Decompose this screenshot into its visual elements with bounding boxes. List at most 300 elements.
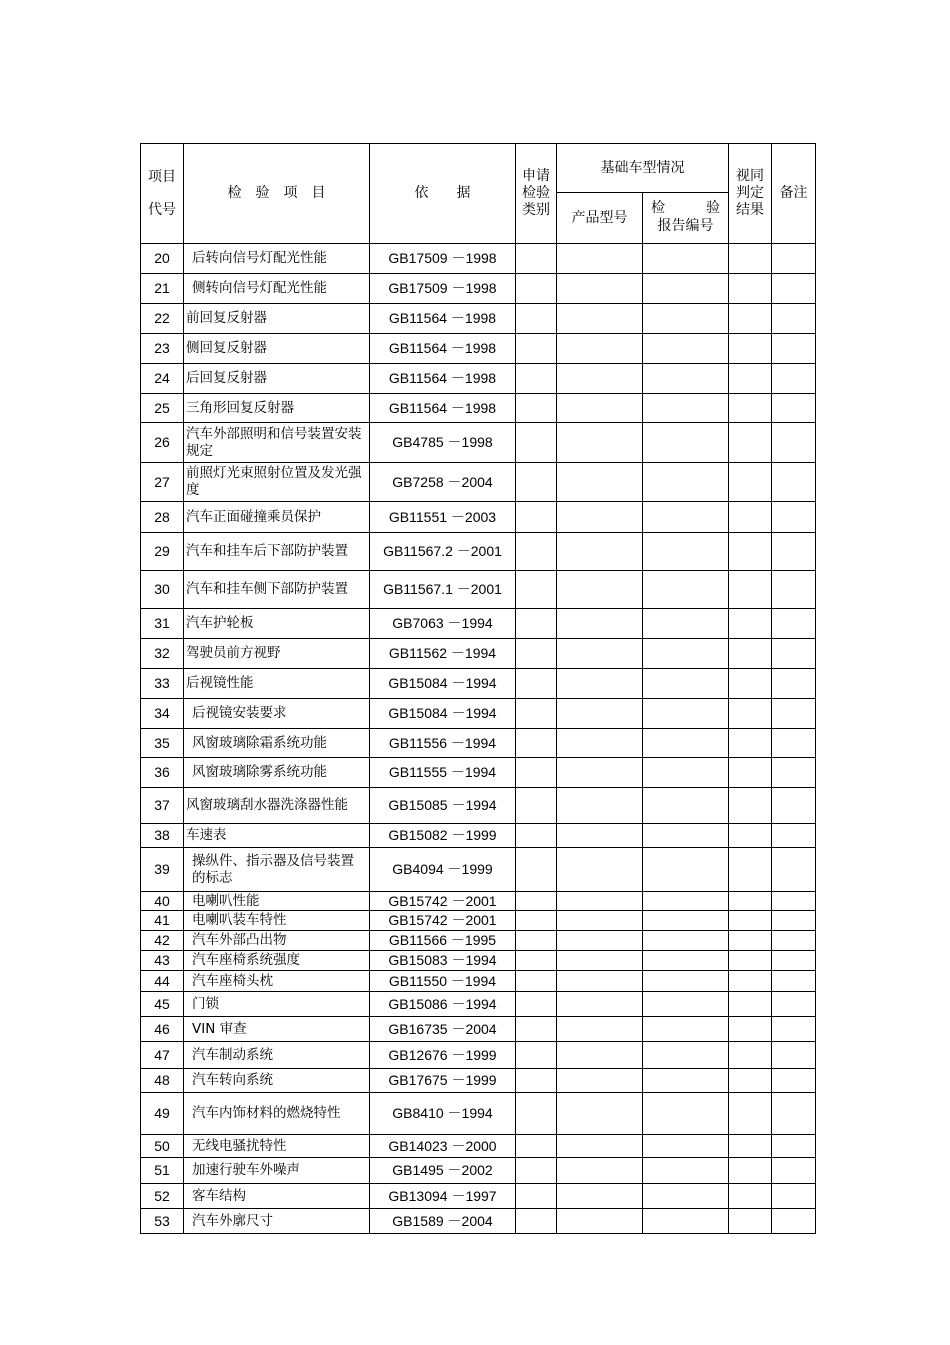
- table-row: [141, 824, 816, 848]
- row-remarks-cell: [772, 334, 816, 364]
- table-row: [141, 1184, 816, 1209]
- header-base-model: 基础车型情况: [557, 144, 729, 193]
- row-remarks-cell: [772, 992, 816, 1017]
- row-remarks-cell: [772, 571, 816, 609]
- row-report-number-cell: [643, 911, 729, 931]
- row-code: 37: [141, 788, 184, 824]
- row-category-cell: [516, 571, 557, 609]
- row-product-model-cell: [557, 571, 643, 609]
- row-code: 21: [141, 274, 184, 304]
- row-product-model-cell: [557, 699, 643, 729]
- row-basis: GB11551 －2003: [370, 502, 516, 533]
- table-row: [141, 334, 816, 364]
- table-row: [141, 1017, 816, 1042]
- row-remarks-cell: [772, 1042, 816, 1069]
- header-basis: 依 据: [370, 144, 516, 244]
- row-report-number-cell: [643, 931, 729, 951]
- row-product-model-cell: [557, 892, 643, 911]
- row-report-number-cell: [643, 848, 729, 892]
- row-judgement-cell: [729, 394, 772, 423]
- row-code: 20: [141, 244, 184, 274]
- row-remarks-cell: [772, 1135, 816, 1158]
- row-product-model-cell: [557, 1158, 643, 1184]
- row-basis: GB11566 －1995: [370, 931, 516, 951]
- row-judgement-cell: [729, 669, 772, 699]
- row-item: 前照灯光束照射位置及发光强度: [184, 463, 370, 502]
- row-code: 50: [141, 1135, 184, 1158]
- row-item: 后视镜安装要求: [184, 699, 370, 729]
- row-category-cell: [516, 1042, 557, 1069]
- row-code: 48: [141, 1069, 184, 1093]
- row-product-model-cell: [557, 1209, 643, 1234]
- header-remarks: 备注: [772, 144, 816, 244]
- row-item: 电喇叭性能: [184, 892, 370, 911]
- header-product-model: 产品型号: [557, 193, 643, 244]
- row-code: 26: [141, 423, 184, 463]
- row-category-cell: [516, 334, 557, 364]
- row-category-cell: [516, 1209, 557, 1234]
- row-judgement-cell: [729, 502, 772, 533]
- row-basis: GB11562 －1994: [370, 639, 516, 669]
- row-judgement-cell: [729, 639, 772, 669]
- row-product-model-cell: [557, 931, 643, 951]
- row-item: 汽车座椅头枕: [184, 971, 370, 992]
- row-category-cell: [516, 394, 557, 423]
- row-code: 35: [141, 729, 184, 758]
- row-code: 33: [141, 669, 184, 699]
- row-product-model-cell: [557, 1017, 643, 1042]
- table-row: [141, 758, 816, 788]
- row-remarks-cell: [772, 1017, 816, 1042]
- row-remarks-cell: [772, 394, 816, 423]
- row-item: 客车结构: [184, 1184, 370, 1209]
- row-report-number-cell: [643, 1135, 729, 1158]
- header-code-bottom: 代号: [148, 201, 176, 218]
- row-category-cell: [516, 788, 557, 824]
- row-category-cell: [516, 1158, 557, 1184]
- header-report-b: 验: [706, 200, 720, 216]
- row-item: 汽车正面碰撞乘员保护: [184, 502, 370, 533]
- row-category-cell: [516, 669, 557, 699]
- row-category-cell: [516, 274, 557, 304]
- table-row: [141, 244, 816, 274]
- row-product-model-cell: [557, 1042, 643, 1069]
- row-category-cell: [516, 911, 557, 931]
- row-item: 门锁: [184, 992, 370, 1017]
- row-category-cell: [516, 951, 557, 971]
- row-judgement-cell: [729, 1069, 772, 1093]
- table-row: [141, 274, 816, 304]
- row-item: 汽车转向系统: [184, 1069, 370, 1093]
- row-basis: GB16735 －2004: [370, 1017, 516, 1042]
- row-remarks-cell: [772, 911, 816, 931]
- row-item: 三角形回复反射器: [184, 394, 370, 423]
- row-basis: GB14023 －2000: [370, 1135, 516, 1158]
- row-category-cell: [516, 848, 557, 892]
- row-report-number-cell: [643, 533, 729, 571]
- row-report-number-cell: [643, 1069, 729, 1093]
- row-product-model-cell: [557, 533, 643, 571]
- row-item: 汽车外部凸出物: [184, 931, 370, 951]
- row-judgement-cell: [729, 274, 772, 304]
- row-remarks-cell: [772, 699, 816, 729]
- row-judgement-cell: [729, 1017, 772, 1042]
- row-report-number-cell: [643, 1093, 729, 1135]
- row-code: 40: [141, 892, 184, 911]
- row-product-model-cell: [557, 758, 643, 788]
- table-row: [141, 669, 816, 699]
- row-basis: GB4785 －1998: [370, 423, 516, 463]
- header-report-number: [643, 193, 729, 244]
- row-judgement-cell: [729, 699, 772, 729]
- row-product-model-cell: [557, 463, 643, 502]
- row-category-cell: [516, 639, 557, 669]
- table-row: [141, 788, 816, 824]
- row-product-model-cell: [557, 304, 643, 334]
- row-basis: GB11564 －1998: [370, 334, 516, 364]
- row-judgement-cell: [729, 364, 772, 394]
- row-code: 25: [141, 394, 184, 423]
- row-product-model-cell: [557, 788, 643, 824]
- row-product-model-cell: [557, 1093, 643, 1135]
- row-report-number-cell: [643, 992, 729, 1017]
- table-row: [141, 394, 816, 423]
- row-basis: GB15085 －1994: [370, 788, 516, 824]
- row-judgement-cell: [729, 951, 772, 971]
- table-row: [141, 931, 816, 951]
- row-remarks-cell: [772, 892, 816, 911]
- row-judgement-cell: [729, 423, 772, 463]
- table-row: [141, 971, 816, 992]
- row-category-cell: [516, 1069, 557, 1093]
- row-code: 24: [141, 364, 184, 394]
- table-row: [141, 571, 816, 609]
- row-product-model-cell: [557, 1184, 643, 1209]
- row-judgement-cell: [729, 824, 772, 848]
- row-remarks-cell: [772, 609, 816, 639]
- row-judgement-cell: [729, 533, 772, 571]
- row-item: 电喇叭装车特性: [184, 911, 370, 931]
- row-product-model-cell: [557, 423, 643, 463]
- row-basis: GB17675 －1999: [370, 1069, 516, 1093]
- row-report-number-cell: [643, 1158, 729, 1184]
- row-code: 47: [141, 1042, 184, 1069]
- inspection-table: [140, 143, 816, 1234]
- row-judgement-cell: [729, 609, 772, 639]
- header-category: 申请检验类别: [516, 144, 557, 244]
- row-judgement-cell: [729, 334, 772, 364]
- row-remarks-cell: [772, 1093, 816, 1135]
- row-judgement-cell: [729, 571, 772, 609]
- row-category-cell: [516, 992, 557, 1017]
- row-basis: GB11555 －1994: [370, 758, 516, 788]
- header-code-top: 项目: [148, 168, 176, 185]
- row-product-model-cell: [557, 364, 643, 394]
- table-row: [141, 699, 816, 729]
- row-category-cell: [516, 1135, 557, 1158]
- row-product-model-cell: [557, 639, 643, 669]
- row-report-number-cell: [643, 729, 729, 758]
- row-judgement-cell: [729, 892, 772, 911]
- row-basis: GB11564 －1998: [370, 304, 516, 334]
- row-product-model-cell: [557, 848, 643, 892]
- row-product-model-cell: [557, 992, 643, 1017]
- row-item: 汽车制动系统: [184, 1042, 370, 1069]
- row-judgement-cell: [729, 1184, 772, 1209]
- table-row: [141, 1209, 816, 1234]
- row-category-cell: [516, 609, 557, 639]
- row-report-number-cell: [643, 892, 729, 911]
- header-item: 检 验 项 目: [184, 144, 370, 244]
- row-judgement-cell: [729, 788, 772, 824]
- row-item: 操纵件、指示器及信号装置的标志: [184, 848, 370, 892]
- row-report-number-cell: [643, 788, 729, 824]
- row-basis: GB12676 －1999: [370, 1042, 516, 1069]
- row-product-model-cell: [557, 669, 643, 699]
- table-row: [141, 1135, 816, 1158]
- row-item: 后转向信号灯配光性能: [184, 244, 370, 274]
- row-basis: GB7063 －1994: [370, 609, 516, 639]
- row-remarks-cell: [772, 1184, 816, 1209]
- row-report-number-cell: [643, 699, 729, 729]
- row-basis: GB17509 －1998: [370, 244, 516, 274]
- row-code: 42: [141, 931, 184, 951]
- row-item: 加速行驶车外噪声: [184, 1158, 370, 1184]
- row-code: 49: [141, 1093, 184, 1135]
- table-row: [141, 533, 816, 571]
- row-report-number-cell: [643, 1042, 729, 1069]
- row-basis: GB15082 －1999: [370, 824, 516, 848]
- row-code: 39: [141, 848, 184, 892]
- row-basis: GB1589 －2004: [370, 1209, 516, 1234]
- row-code: 44: [141, 971, 184, 992]
- row-item: 后视镜性能: [184, 669, 370, 699]
- row-category-cell: [516, 502, 557, 533]
- row-code: 38: [141, 824, 184, 848]
- row-judgement-cell: [729, 463, 772, 502]
- row-category-cell: [516, 892, 557, 911]
- row-item: 无线电骚扰特性: [184, 1135, 370, 1158]
- row-code: 36: [141, 758, 184, 788]
- row-basis: GB11564 －1998: [370, 394, 516, 423]
- row-basis: GB15084 －1994: [370, 699, 516, 729]
- row-product-model-cell: [557, 334, 643, 364]
- row-report-number-cell: [643, 758, 729, 788]
- row-item: 侧转向信号灯配光性能: [184, 274, 370, 304]
- row-remarks-cell: [772, 304, 816, 334]
- row-report-number-cell: [643, 609, 729, 639]
- row-item: 车速表: [184, 824, 370, 848]
- table-row: [141, 1069, 816, 1093]
- row-remarks-cell: [772, 951, 816, 971]
- row-basis: GB15742 －2001: [370, 911, 516, 931]
- row-report-number-cell: [643, 571, 729, 609]
- row-judgement-cell: [729, 992, 772, 1017]
- row-basis: GB13094 －1997: [370, 1184, 516, 1209]
- row-item: VIN 审查: [184, 1017, 370, 1042]
- row-judgement-cell: [729, 729, 772, 758]
- row-item: 风窗玻璃刮水器洗涤器性能: [184, 788, 370, 824]
- table-row: [141, 304, 816, 334]
- row-category-cell: [516, 1184, 557, 1209]
- row-code: 43: [141, 951, 184, 971]
- row-product-model-cell: [557, 394, 643, 423]
- row-report-number-cell: [643, 334, 729, 364]
- table-row: [141, 1158, 816, 1184]
- header-judgement: 视同判定结果: [729, 144, 772, 244]
- row-remarks-cell: [772, 502, 816, 533]
- row-item: 后回复反射器: [184, 364, 370, 394]
- row-item: 汽车外部照明和信号装置安装规定: [184, 423, 370, 463]
- row-remarks-cell: [772, 1069, 816, 1093]
- row-code: 46: [141, 1017, 184, 1042]
- row-remarks-cell: [772, 1158, 816, 1184]
- row-item: 侧回复反射器: [184, 334, 370, 364]
- table-row: [141, 848, 816, 892]
- row-item: 汽车和挂车后下部防护装置: [184, 533, 370, 571]
- row-report-number-cell: [643, 463, 729, 502]
- row-remarks-cell: [772, 824, 816, 848]
- row-category-cell: [516, 1093, 557, 1135]
- row-remarks-cell: [772, 533, 816, 571]
- row-item: 驾驶员前方视野: [184, 639, 370, 669]
- row-category-cell: [516, 364, 557, 394]
- row-report-number-cell: [643, 669, 729, 699]
- row-report-number-cell: [643, 304, 729, 334]
- row-item: 汽车护轮板: [184, 609, 370, 639]
- row-judgement-cell: [729, 758, 772, 788]
- row-code: 51: [141, 1158, 184, 1184]
- row-category-cell: [516, 931, 557, 951]
- table-row: [141, 423, 816, 463]
- row-report-number-cell: [643, 244, 729, 274]
- row-remarks-cell: [772, 931, 816, 951]
- row-category-cell: [516, 304, 557, 334]
- row-category-cell: [516, 533, 557, 571]
- row-code: 30: [141, 571, 184, 609]
- row-product-model-cell: [557, 1135, 643, 1158]
- header-report-c: 报告编号: [657, 218, 714, 234]
- row-report-number-cell: [643, 1017, 729, 1042]
- table-row: [141, 729, 816, 758]
- row-remarks-cell: [772, 274, 816, 304]
- row-basis: GB8410 －1994: [370, 1093, 516, 1135]
- row-category-cell: [516, 1017, 557, 1042]
- header-report-a: 检: [651, 200, 665, 216]
- table-row: [141, 892, 816, 911]
- row-code: 27: [141, 463, 184, 502]
- row-basis: GB11567.2 －2001: [370, 533, 516, 571]
- row-report-number-cell: [643, 423, 729, 463]
- table-row: [141, 911, 816, 931]
- row-product-model-cell: [557, 244, 643, 274]
- table-row: [141, 463, 816, 502]
- header-code: [141, 144, 184, 244]
- row-item: 风窗玻璃除霜系统功能: [184, 729, 370, 758]
- row-category-cell: [516, 971, 557, 992]
- row-judgement-cell: [729, 1042, 772, 1069]
- row-category-cell: [516, 729, 557, 758]
- table-row: [141, 502, 816, 533]
- row-item: 汽车座椅系统强度: [184, 951, 370, 971]
- row-remarks-cell: [772, 244, 816, 274]
- row-code: 52: [141, 1184, 184, 1209]
- row-product-model-cell: [557, 951, 643, 971]
- row-item: 汽车外廓尺寸: [184, 1209, 370, 1234]
- row-category-cell: [516, 699, 557, 729]
- row-basis: GB15086 －1994: [370, 992, 516, 1017]
- row-judgement-cell: [729, 971, 772, 992]
- row-code: 32: [141, 639, 184, 669]
- row-remarks-cell: [772, 1209, 816, 1234]
- row-category-cell: [516, 758, 557, 788]
- row-remarks-cell: [772, 848, 816, 892]
- row-remarks-cell: [772, 788, 816, 824]
- row-basis: GB15083 －1994: [370, 951, 516, 971]
- row-report-number-cell: [643, 971, 729, 992]
- row-basis: GB7258 －2004: [370, 463, 516, 502]
- row-basis: GB11550 －1994: [370, 971, 516, 992]
- row-judgement-cell: [729, 911, 772, 931]
- row-product-model-cell: [557, 609, 643, 639]
- row-remarks-cell: [772, 758, 816, 788]
- row-basis: GB15084 －1994: [370, 669, 516, 699]
- row-code: 41: [141, 911, 184, 931]
- row-product-model-cell: [557, 1069, 643, 1093]
- row-report-number-cell: [643, 502, 729, 533]
- row-product-model-cell: [557, 502, 643, 533]
- row-remarks-cell: [772, 423, 816, 463]
- row-basis: GB1495 －2002: [370, 1158, 516, 1184]
- row-report-number-cell: [643, 824, 729, 848]
- row-item: 汽车内饰材料的燃烧特性: [184, 1093, 370, 1135]
- row-code: 31: [141, 609, 184, 639]
- table-row: [141, 1042, 816, 1069]
- row-remarks-cell: [772, 463, 816, 502]
- table-row: [141, 951, 816, 971]
- table-row: [141, 992, 816, 1017]
- table-row: [141, 609, 816, 639]
- row-code: 23: [141, 334, 184, 364]
- row-basis: GB11556 －1994: [370, 729, 516, 758]
- row-remarks-cell: [772, 729, 816, 758]
- row-judgement-cell: [729, 1209, 772, 1234]
- row-remarks-cell: [772, 669, 816, 699]
- row-report-number-cell: [643, 394, 729, 423]
- row-product-model-cell: [557, 824, 643, 848]
- row-remarks-cell: [772, 639, 816, 669]
- row-judgement-cell: [729, 1135, 772, 1158]
- table-row: [141, 639, 816, 669]
- row-code: 28: [141, 502, 184, 533]
- row-report-number-cell: [643, 1209, 729, 1234]
- row-report-number-cell: [643, 274, 729, 304]
- row-report-number-cell: [643, 1184, 729, 1209]
- row-category-cell: [516, 463, 557, 502]
- row-item: 风窗玻璃除雾系统功能: [184, 758, 370, 788]
- row-product-model-cell: [557, 911, 643, 931]
- row-item: 汽车和挂车侧下部防护装置: [184, 571, 370, 609]
- row-judgement-cell: [729, 1093, 772, 1135]
- row-judgement-cell: [729, 1158, 772, 1184]
- row-report-number-cell: [643, 951, 729, 971]
- row-item: 前回复反射器: [184, 304, 370, 334]
- row-basis: GB4094 －1999: [370, 848, 516, 892]
- row-category-cell: [516, 824, 557, 848]
- table-row: [141, 364, 816, 394]
- row-remarks-cell: [772, 971, 816, 992]
- row-judgement-cell: [729, 931, 772, 951]
